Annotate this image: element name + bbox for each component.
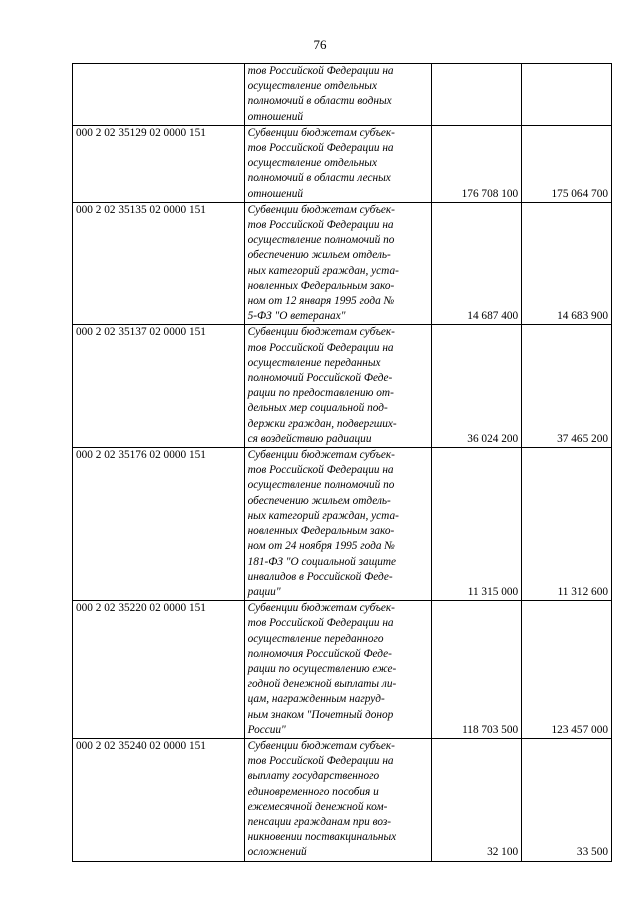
amount-cell-year-1: 11 315 000	[432, 448, 522, 601]
description-cell: тов Российской Федерации на осуществление отдельных полномочий в области водных отношений	[244, 64, 432, 126]
amount-cell-year-2: 123 457 000	[522, 601, 612, 739]
description-cell: Субвенции бюджетам субъек- тов Российской Федерации на осуществление отдельных полномочий в области лесных отношений	[244, 125, 432, 202]
budget-code-cell: 000 2 02 35240 02 0000 151	[73, 738, 245, 861]
table-row	[73, 738, 612, 861]
amount-cell-year-1: 32 100	[432, 738, 522, 861]
budget-code-cell: 000 2 02 35220 02 0000 151	[73, 601, 245, 739]
description-cell: Субвенции бюджетам субъек- тов Российской Федерации на осуществление полномочий по обеспечению жильем отдель- ных категорий граждан, уста- новленных Федеральным зако- ном от 12 января 1995 года № 5-ФЗ "О ветеранах"	[244, 202, 432, 325]
amount-cell-year-2: 14 683 900	[522, 202, 612, 325]
amount-cell-year-2: 175 064 700	[522, 125, 612, 202]
table-row	[73, 601, 612, 739]
table-row	[73, 64, 612, 126]
table-row	[73, 325, 612, 448]
description-cell: Субвенции бюджетам субъек- тов Российской Федерации на осуществление переданного полномочия Российской Феде- рации по осуществлению еже- годной денежной выплаты ли- цам, награжденным нагруд- ным знаком "Почетный донор России"	[244, 601, 432, 739]
budget-table	[72, 63, 612, 862]
amount-cell-year-2: 37 465 200	[522, 325, 612, 448]
description-cell: Субвенции бюджетам субъек- тов Российской Федерации на выплату государственного единовременного пособия и ежемесячной денежной ком- пенсации гражданам при воз- никновении поствакцинальных осложнений	[244, 738, 432, 861]
table-row	[73, 125, 612, 202]
amount-cell-year-2: 33 500	[522, 738, 612, 861]
table-row	[73, 448, 612, 601]
description-cell: Субвенции бюджетам субъек- тов Российской Федерации на осуществление полномочий по обеспечению жильем отдель- ных категорий граждан, уста- новленных Федеральным зако- ном от 24 ноября 1995 года № 181-ФЗ "О социальной защите инвалидов в Российской Феде- рации"	[244, 448, 432, 601]
amount-cell-year-2	[522, 64, 612, 126]
amount-cell-year-1: 176 708 100	[432, 125, 522, 202]
budget-code-cell: 000 2 02 35137 02 0000 151	[73, 325, 245, 448]
budget-code-cell: 000 2 02 35135 02 0000 151	[73, 202, 245, 325]
amount-cell-year-1: 36 024 200	[432, 325, 522, 448]
budget-code-cell: 000 2 02 35129 02 0000 151	[73, 125, 245, 202]
amount-cell-year-1: 118 703 500	[432, 601, 522, 739]
amount-cell-year-1	[432, 64, 522, 126]
table-row	[73, 202, 612, 325]
amount-cell-year-1: 14 687 400	[432, 202, 522, 325]
description-cell: Субвенции бюджетам субъек- тов Российской Федерации на осуществление переданных полномочий Российской Феде- рации по предоставлению от- дельных мер социальной под- держки граждан, подвергших- ся воздействию радиации	[244, 325, 432, 448]
page-number: 76	[313, 37, 327, 52]
amount-cell-year-2: 11 312 600	[522, 448, 612, 601]
budget-code-cell: 000 2 02 35176 02 0000 151	[73, 448, 245, 601]
budget-code-cell	[73, 64, 245, 126]
